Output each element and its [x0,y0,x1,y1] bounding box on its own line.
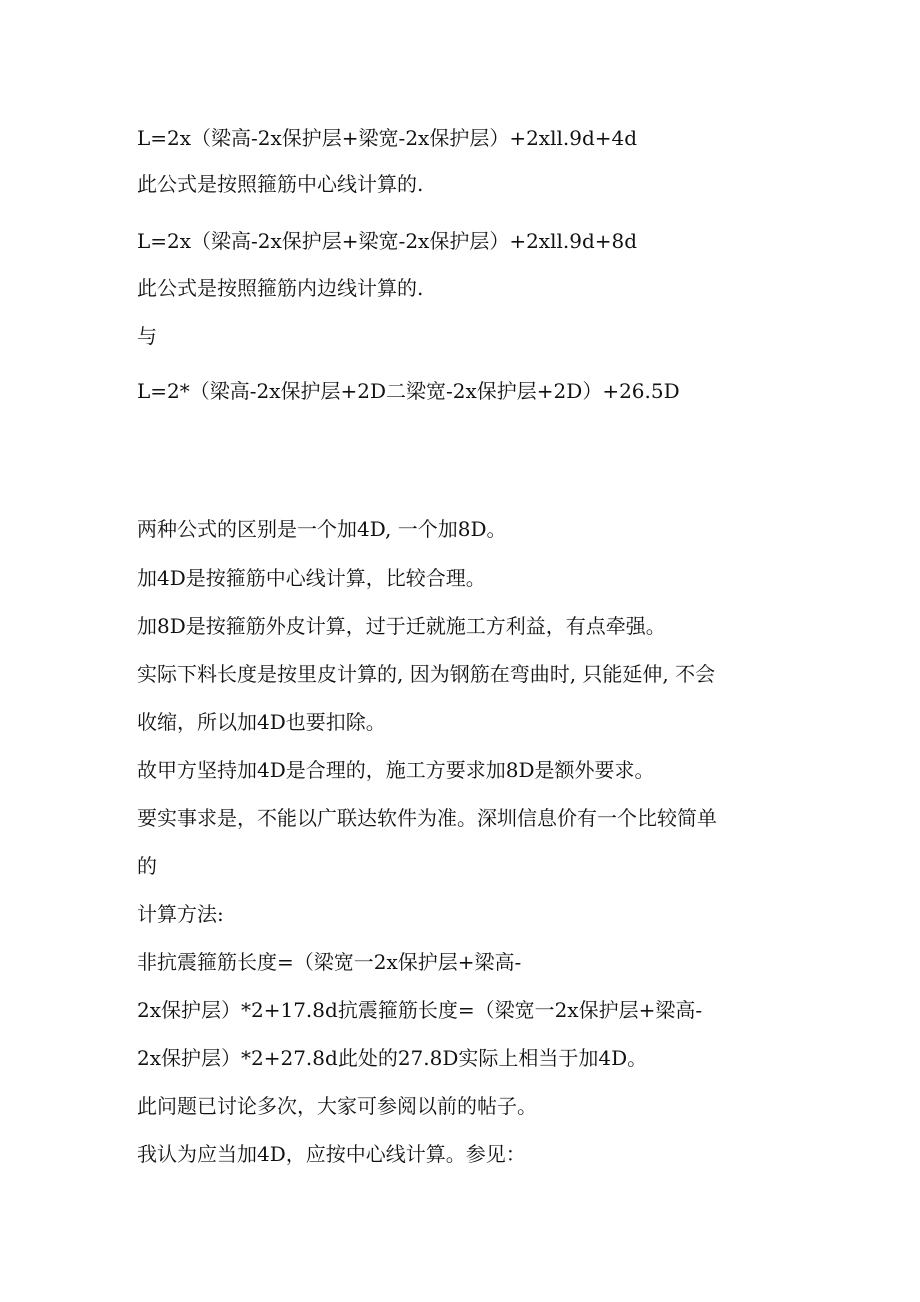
formula-line-alt: L=2*（梁高-2x保护层+2D二梁宽-2x保护层+2D）+26.5D [137,379,680,403]
text-line: 计算方法: [137,902,224,926]
formula-line-center: L=2x（梁高-2x保护层+梁宽-2x保护层）+2xll.9d+4d [137,126,638,150]
text-line: 故甲方坚持加4D是合理的，施工方要求加8D是额外要求。 [137,758,655,782]
text-line: 收缩，所以加4D也要扣除。 [137,710,386,734]
text-line: 要实事求是，不能以广联达软件为准。深圳信息价有一个比较简单 [137,806,717,830]
text-line: 2x保护层）*2+27.8d此处的27.8D实际上相当于加4D。 [137,1046,648,1070]
text-line: 加4D是按箍筋中心线计算，比较合理。 [137,566,486,590]
text-line: 非抗震箍筋长度=（梁宽一2x保护层+梁高- [137,950,522,974]
text-line: 两种公式的区别是一个加4D, 一个加8D。 [137,517,507,541]
text-line: 实际下料长度是按里皮计算的, 因为钢筋在弯曲时, 只能延伸, 不会 [137,662,716,686]
text-line: 此公式是按照箍筋内边线计算的. [137,276,424,300]
text-line: 加8D是按箍筋外皮计算，过于迁就施工方利益，有点牵强。 [137,614,666,638]
formula-line-inner: L=2x（梁高-2x保护层+梁宽-2x保护层）+2xll.9d+8d [137,229,638,253]
text-line: 此公式是按照箍筋中心线计算的. [137,172,424,196]
text-line: 与 [137,324,157,348]
text-line: 的 [137,854,157,878]
text-line: 2x保护层）*2+17.8d抗震箍筋长度=（梁宽一2x保护层+梁高- [137,998,703,1022]
text-line: 我认为应当加4D，应按中心线计算。参见： [137,1142,526,1166]
text-line: 此问题已讨论多次，大家可参阅以前的帖子。 [137,1094,537,1118]
